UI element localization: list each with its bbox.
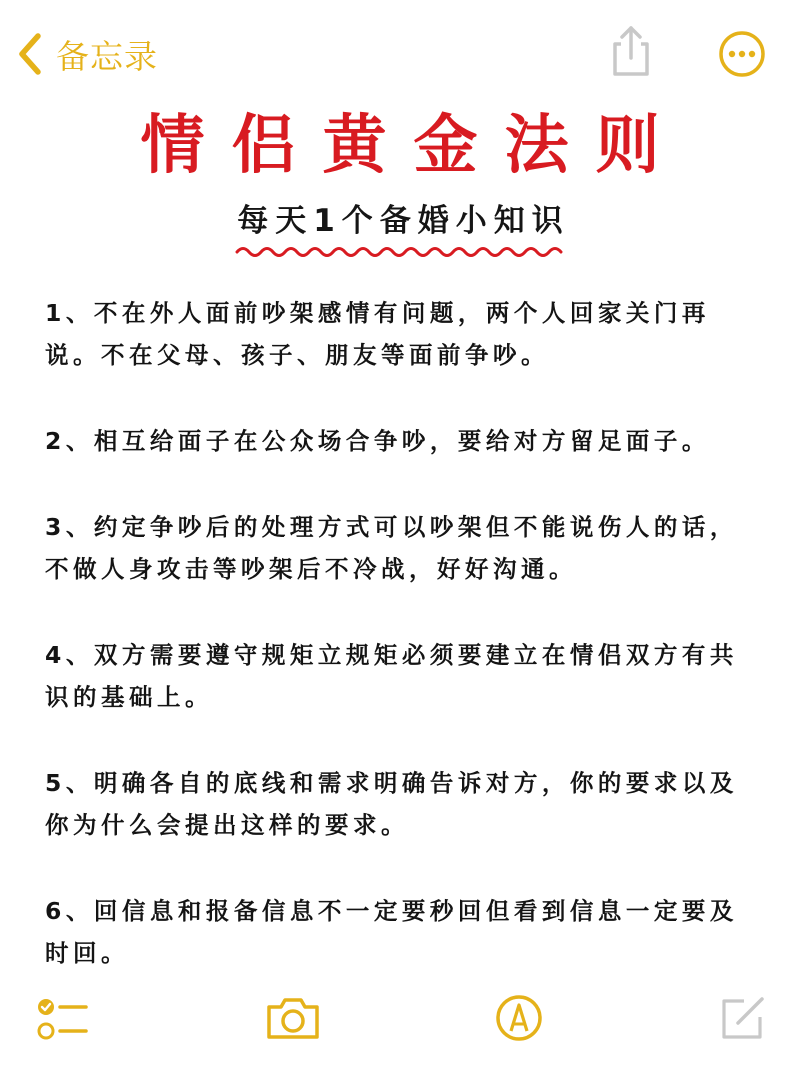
note-subtitle: 每天1个备婚小知识 [237,203,570,239]
compose-icon [716,991,770,1045]
chevron-left-icon [14,30,44,78]
markup-button[interactable] [494,993,544,1043]
back-button[interactable] [14,30,158,78]
more-button[interactable] [718,30,766,78]
note-title: 情侣黄金法则 [140,109,687,183]
list-item: 3、约定争吵后的处理方式可以吵架但不能说伤人的话，不做人身攻击等吵架后不冷战，好好沟通。 [45,513,738,583]
compose-button[interactable] [716,991,770,1045]
share-button[interactable] [607,24,655,78]
wavy-underline [235,244,565,260]
list-item: 1、不在外人面前吵架感情有问题，两个人回家关门再说。不在父母、孩子、朋友等面前争吵。 [45,299,710,369]
note-body [45,292,757,1018]
list-item: 5、明确各自的底线和需求明确告诉对方，你的要求以及你为什么会提出这样的要求。 [45,769,738,839]
markup-pen-icon [494,993,544,1043]
back-label: 备忘录 [56,36,158,76]
camera-icon [263,993,323,1043]
checklist-icon [36,997,92,1043]
checklist-button[interactable] [36,997,92,1043]
navigation-bar [0,0,800,110]
camera-button[interactable] [263,993,323,1043]
list-item: 2、相互给面子在公众场合争吵，要给对方留足面子。 [45,427,710,455]
list-item: 6、回信息和报备信息不一定要秒回但看到信息一定要及时回。 [45,897,738,967]
list-item: 4、双方需要遵守规矩立规矩必须要建立在情侣双方有共识的基础上。 [45,641,738,711]
more-circle-icon [718,30,766,78]
share-icon [607,24,655,78]
bottom-toolbar [0,985,800,1067]
